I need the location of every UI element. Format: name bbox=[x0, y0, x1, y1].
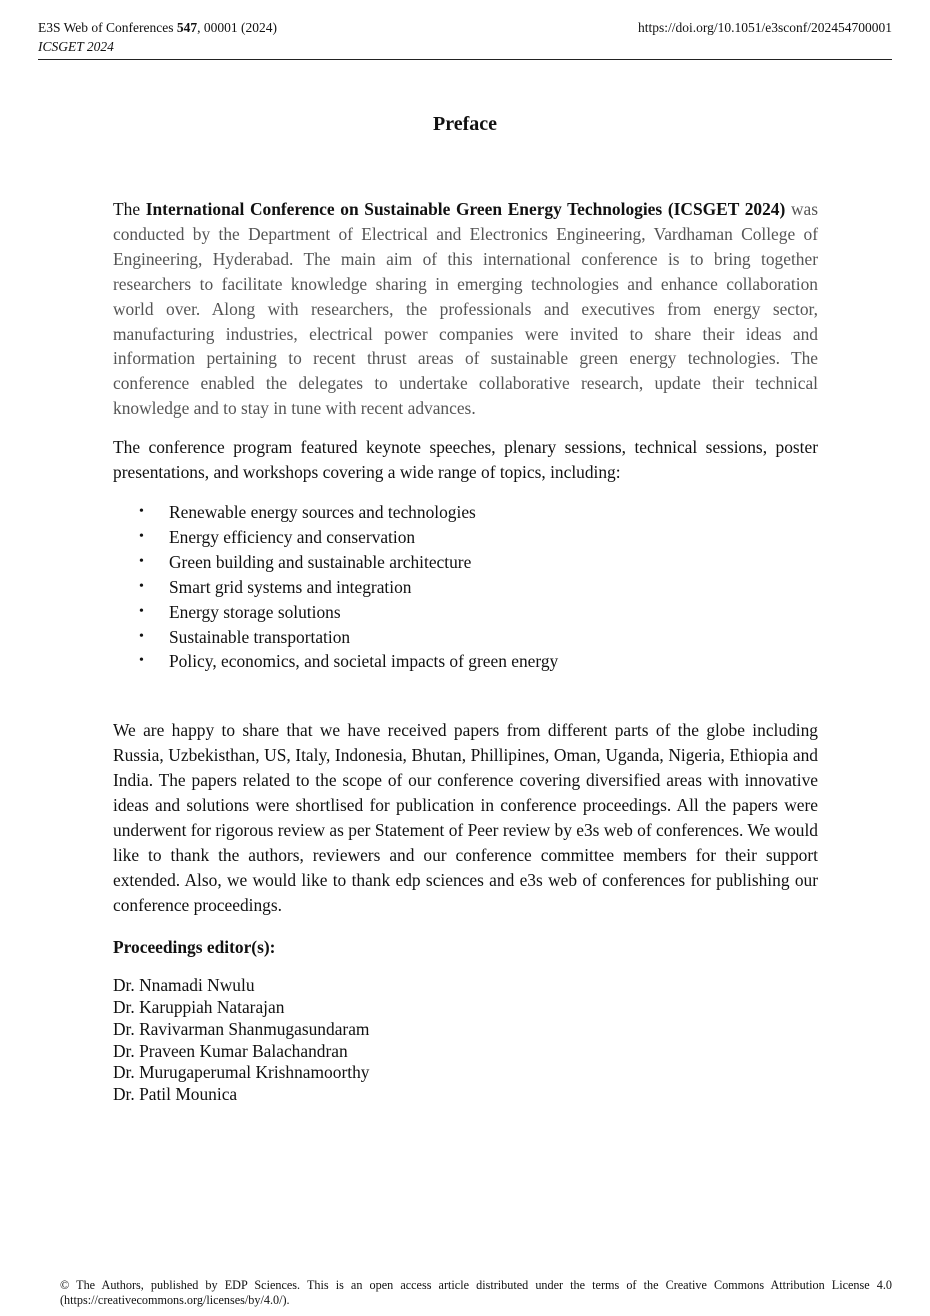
editor-name: Dr. Patil Mounica bbox=[113, 1083, 238, 1104]
list-item: • Sustainable transportation bbox=[113, 625, 818, 650]
editors-heading: Proceedings editor(s): bbox=[113, 936, 276, 957]
editor-name: Dr. Karuppiah Natarajan bbox=[113, 997, 285, 1018]
program-paragraph: The conference program featured keynote speeches, plenary sessions, technical sessions, poster presentations, and workshops covering a wide range of topics, including: bbox=[113, 437, 818, 483]
list-item: • Energy storage solutions bbox=[113, 600, 818, 625]
topics-list bbox=[113, 500, 818, 674]
list-item: • Renewable energy sources and technologies bbox=[113, 500, 818, 525]
editor-name: Dr. Ravivarman Shanmugasundaram bbox=[113, 1018, 370, 1039]
list-item: • Green building and sustainable architecture bbox=[113, 550, 818, 575]
bullet-icon: • bbox=[139, 528, 144, 544]
bullet-icon: • bbox=[139, 553, 144, 569]
editor-name: Dr. Nnamadi Nwulu bbox=[113, 975, 255, 996]
editor-name: Dr. Praveen Kumar Balachandran bbox=[113, 1040, 348, 1061]
journal-citation: E3S Web of Conferences 547, 00001 (2024) bbox=[38, 20, 278, 35]
bullet-icon: • bbox=[139, 578, 144, 594]
conference-name: International Conference on Sustainable Green Energy Technologies (ICSGET 2024) bbox=[145, 199, 786, 219]
bullet-icon: • bbox=[139, 628, 144, 644]
editors-list bbox=[113, 975, 818, 1105]
doi-link[interactable]: https://doi.org/10.1051/e3sconf/202454700001 bbox=[638, 20, 892, 35]
bullet-icon: • bbox=[139, 603, 144, 619]
header-citation bbox=[38, 18, 277, 56]
list-item: • Energy efficiency and conservation bbox=[113, 525, 818, 550]
conference-acronym: ICSGET 2024 bbox=[38, 39, 114, 54]
volume-number: 547 bbox=[176, 20, 198, 35]
editor-name: Dr. Murugaperumal Krishnamoorthy bbox=[113, 1062, 370, 1083]
papers-paragraph: We are happy to share that we have received papers from different parts of the globe including Russia, Uzbekisthan, US, Italy, Indonesia, Bhutan, Phillipines, Oman, Uganda, Nigeria, Ethiopia and India. The papers related to the scope of our conference covering diversified areas with innovative ideas and solutions were shortlised for publication in conference proceedings. All the papers were underwent for rigorous review as per Statement of Peer review by e3s web of conferences. We would like to thank the authors, reviewers and our conference committee members for their support extended. Also, we would like to thank edp sciences and e3s web of conferences for publishing our conference proceedings. bbox=[113, 720, 818, 915]
intro-paragraph: The International Conference on Sustainable Green Energy Technologies (ICSGET 2024) was conducted by the Department of Electrical and Electronics Engineering, Vardhaman College of Engineering, Hyderabad. The main aim of this international conference is to bring together researchers to facilitate knowledge sharing in emerging technologies and enhance collaboration world over. Along with researchers, the professionals and executives from energy sector, manufacturing industries, electrical power companies were invited to share their ideas and information pertaining to recent thrust areas of sustainable green energy technologies. The conference enabled the delegates to undertake collaborative research, update their technical knowledge and to stay in tune with recent advances. bbox=[113, 199, 818, 419]
page-header bbox=[38, 18, 892, 60]
page-title: Preface bbox=[432, 113, 498, 135]
list-item: • Smart grid systems and integration bbox=[113, 575, 818, 600]
bullet-icon: • bbox=[139, 503, 144, 519]
license-footer: © The Authors, published by EDP Sciences. This is an open access article distributed under the terms of the Creative Commons Attribution License 4.0 (https://creativecommons.org/licenses/by/4.0/). bbox=[60, 1278, 892, 1307]
document-body bbox=[113, 197, 818, 1106]
bullet-icon: • bbox=[139, 653, 144, 669]
list-item: • Policy, economics, and societal impacts of green energy bbox=[113, 649, 818, 674]
